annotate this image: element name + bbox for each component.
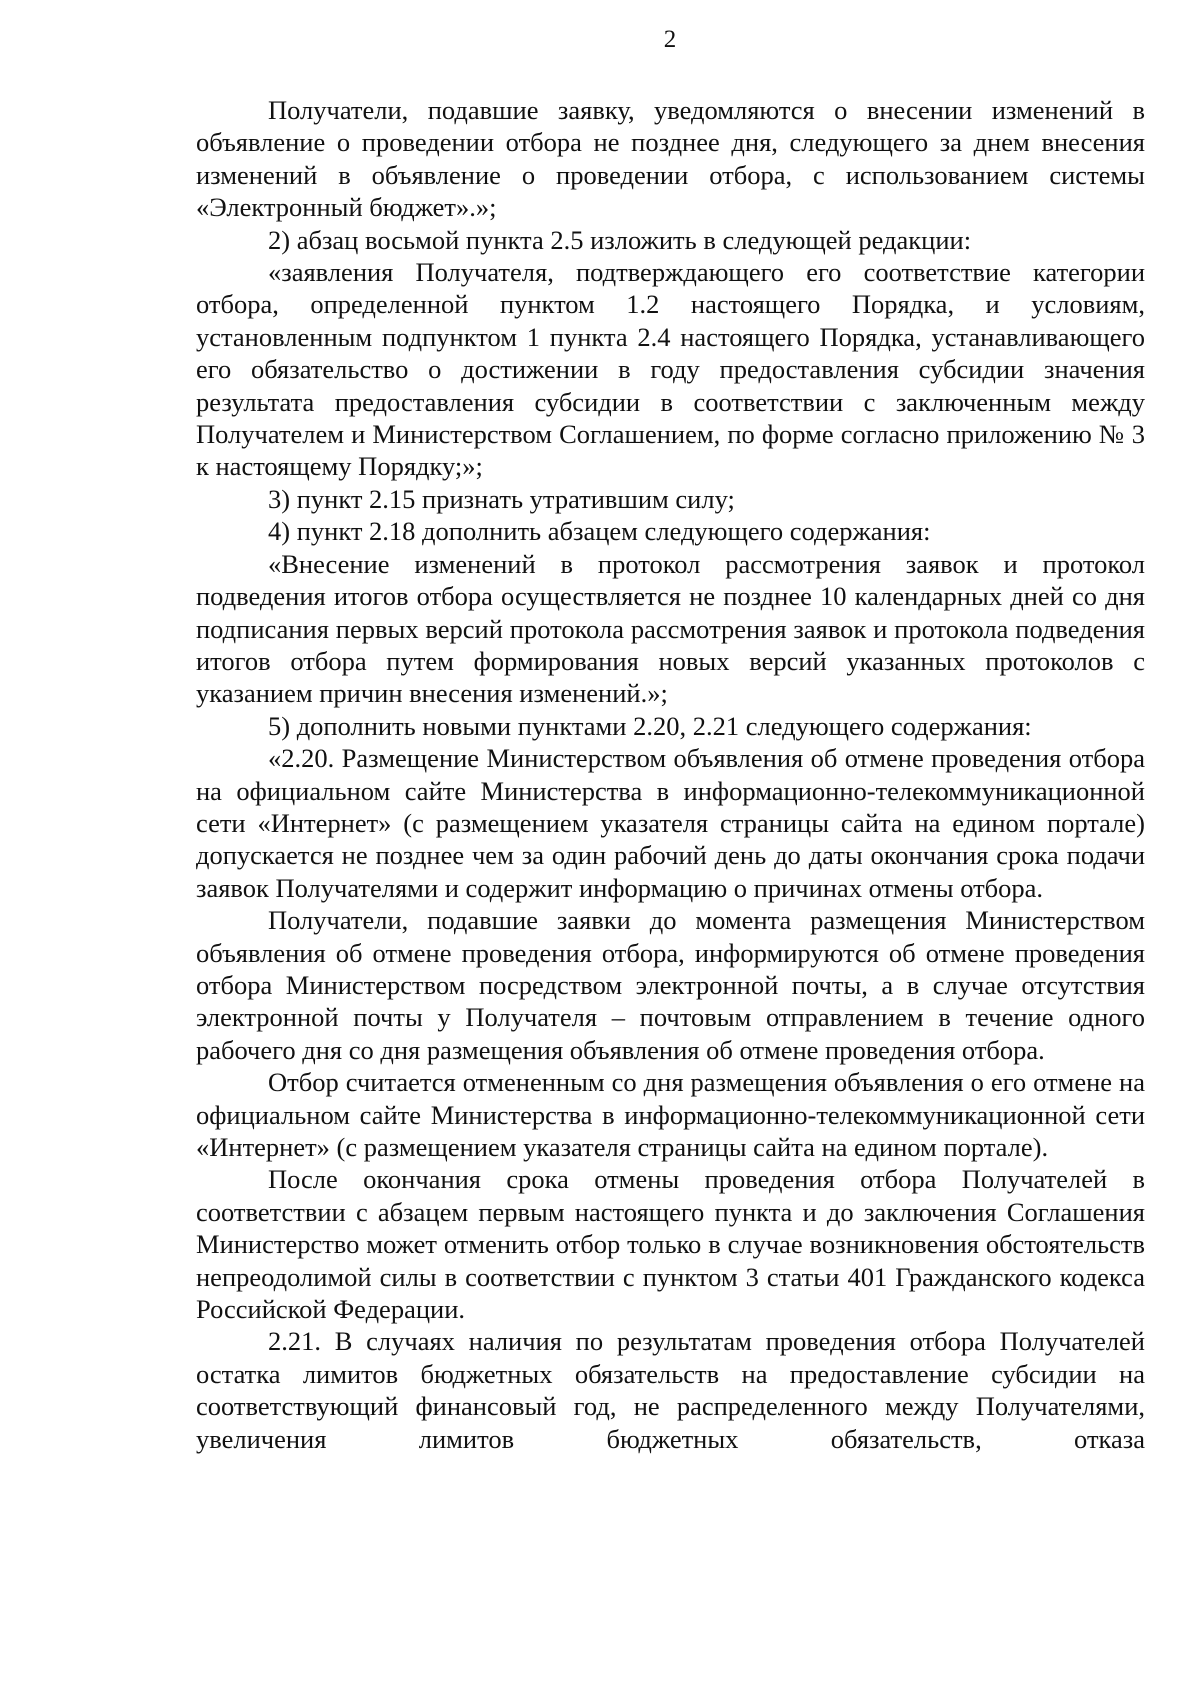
paragraph-item-5: 5) дополнить новыми пунктами 2.20, 2.21 следующего содержания: <box>268 710 1032 741</box>
paragraph-item-2: 2) абзац восьмой пункта 2.5 изложить в следующей редакции: <box>268 224 972 255</box>
paragraph-notification-of-changes: Получатели, подавшие заявку, уведомляются о внесении изменений в объявление о проведении отбора не позднее дня, следующего за днем внесения изменений в объявление о проведении отбора, с использованием системы «Электронный бюджет».»; <box>196 95 1145 223</box>
paragraph-applicant-statement: «заявления Получателя, подтверждающего его соответствие категории отбора, определенной пунктом 1.2 настоящего Порядка, и условиям, установленным подпунктом 1 пункта 2.4 настоящего Порядка, устанавливающего его обязательство о достижении в году предоставления субсидии значения результата предоставления субсидии в соответствии с заключенным между Получателем и Министерством Соглашением, по форме согласно приложению № 3 к настоящему Порядку;»; <box>196 257 1145 482</box>
paragraph-recipients-informed: Получатели, подавшие заявки до момента размещения Министерством объявления об отмене проведения отбора, информируются об отмене проведения отбора Министерством посредством электронной почты, а в случае отсутствия электронной почты у Получателя – почтовым отправлением в течение одного рабочего дня со дня размещения объявления об отмене проведения отбора. <box>196 905 1145 1065</box>
page-number: 2 <box>663 26 677 53</box>
paragraph-item-3: 3) пункт 2.15 признать утратившим силу; <box>268 483 735 514</box>
paragraph-protocol-changes: «Внесение изменений в протокол рассмотрения заявок и протокол подведения итогов отбора осуществляется не позднее 10 календарных дней со дня подписания первых версий протокола рассмотрения заявок и протокола подведения итогов отбора путем формирования новых версий указанных протоколов с указанием причин внесения изменений.»; <box>196 548 1145 709</box>
document-body <box>196 94 1145 1455</box>
paragraph-force-majeure: После окончания срока отмены проведения отбора Получателей в соответствии с абзацем первым настоящего пункта и до заключения Соглашения Министерство может отменить отбор только в случае возникновения обстоятельств непреодолимой силы в соответствии с пунктом 3 статьи 401 Гражданского кодекса Российской Федерации. <box>196 1164 1145 1325</box>
paragraph-selection-cancelled: Отбор считается отмененным со дня размещения объявления о его отмене на официальном сайте Министерства в информационно-телекоммуникационной сети «Интернет» (с размещением указателя страницы сайта на едином портале). <box>196 1067 1145 1162</box>
paragraph-item-4: 4) пункт 2.18 дополнить абзацем следующего содержания: <box>268 516 931 547</box>
paragraph-clause-2-20: «2.20. Размещение Министерством объявления об отмене проведения отбора на официальном сайте Министерства в информационно-телекоммуникационной сети «Интернет» (с размещением указателя страницы сайта на едином портале) допускается не позднее чем за один рабочий день до даты окончания срока подачи заявок Получателями и содержит информацию о причинах отмены отбора. <box>196 743 1145 903</box>
paragraph-clause-2-21: 2.21. В случаях наличия по результатам проведения отбора Получателей остатка лимитов бюджетных обязательств на предоставление субсидии на соответствующий финансовый год, не распределенного между Получателями, увеличения лимитов бюджетных обязательств, отказа <box>196 1326 1145 1454</box>
